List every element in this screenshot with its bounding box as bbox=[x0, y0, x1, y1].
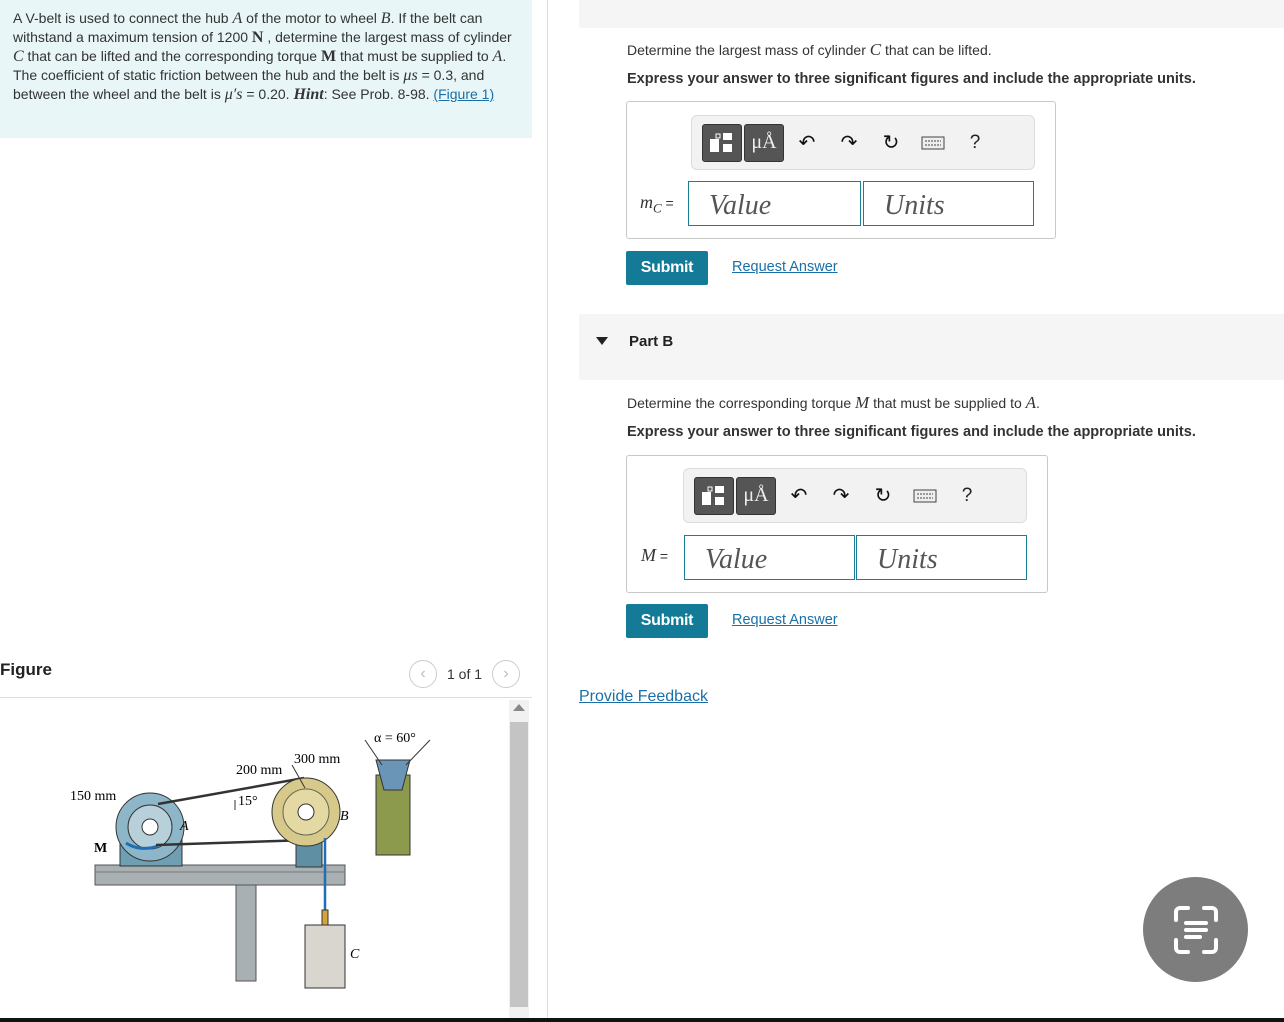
keyboard-icon bbox=[921, 136, 945, 150]
chevron-left-icon: ‹ bbox=[420, 665, 426, 682]
pulley-diagram bbox=[60, 720, 500, 1000]
part-a-submit-button[interactable]: Submit bbox=[626, 251, 708, 285]
hint-label: Hint bbox=[293, 86, 324, 103]
cylinder-C bbox=[305, 925, 345, 988]
scan-text-icon bbox=[1166, 900, 1226, 960]
label-300mm: 300 mm bbox=[294, 752, 341, 767]
problem-text: of the motor to wheel bbox=[242, 10, 381, 26]
keyboard-button[interactable] bbox=[912, 124, 954, 162]
var-m: m bbox=[640, 192, 653, 212]
undo-icon: ↶ bbox=[798, 132, 816, 154]
problem-text: A V-belt is used to connect the hub bbox=[13, 10, 233, 26]
next-figure-button[interactable] bbox=[492, 660, 520, 688]
label-A: A bbox=[180, 819, 189, 834]
part-b-request-answer-link[interactable]: Request Answer bbox=[732, 612, 838, 628]
templates-icon bbox=[708, 131, 736, 155]
part-a-request-answer-link[interactable]: Request Answer bbox=[732, 259, 838, 275]
var-M: M bbox=[321, 48, 337, 65]
label-alpha: α = 60° bbox=[374, 731, 416, 746]
templates-icon bbox=[700, 484, 728, 508]
var-A: A bbox=[232, 10, 243, 27]
part-b-instruction: Express your answer to three significant figures and include the appropriate units. bbox=[627, 424, 1196, 440]
help-icon: ? bbox=[961, 484, 973, 506]
part-a-units-input[interactable] bbox=[863, 181, 1034, 226]
hook bbox=[322, 910, 328, 925]
scan-text-button[interactable] bbox=[1143, 877, 1248, 982]
part-b-answer-box bbox=[626, 455, 1048, 593]
label-150mm: 150 mm bbox=[70, 789, 117, 804]
var-mu-s-prime: μ′s bbox=[224, 86, 243, 103]
var-mu-s: μs bbox=[403, 67, 418, 84]
part-b-header[interactable] bbox=[579, 314, 1284, 380]
label-200mm: 200 mm bbox=[236, 763, 283, 778]
part-b-units-input[interactable] bbox=[856, 535, 1027, 580]
units-button[interactable] bbox=[736, 477, 776, 515]
problem-text: , determine the largest mass of cylinder bbox=[263, 29, 512, 45]
reset-icon: ↻ bbox=[882, 132, 900, 154]
base-beam bbox=[95, 865, 345, 885]
problem-text: . If the belt can withstand a maximum tension of 1200 bbox=[13, 10, 483, 45]
problem-text: that can be lifted and the corresponding torque bbox=[23, 48, 321, 64]
label-B: B bbox=[340, 809, 349, 824]
reset-button[interactable] bbox=[862, 477, 904, 515]
redo-icon: ↷ bbox=[840, 132, 858, 154]
scroll-up-icon[interactable] bbox=[513, 704, 525, 711]
problem-text: . The coefficient of static friction between the hub and the belt is bbox=[13, 48, 507, 83]
problem-text: = 0.3, and between the wheel and the belt is bbox=[13, 67, 485, 102]
question-text: that must be supplied to bbox=[869, 395, 1026, 411]
question-text: Determine the largest mass of cylinder bbox=[627, 42, 870, 58]
units-button[interactable] bbox=[744, 124, 784, 162]
part-a-question bbox=[627, 40, 992, 60]
prev-figure-button[interactable] bbox=[409, 660, 437, 688]
part-a-toolbar bbox=[691, 115, 1035, 170]
part-a-variable bbox=[640, 192, 674, 217]
label-angle: 15° bbox=[238, 794, 258, 809]
help-button[interactable] bbox=[946, 477, 988, 515]
var-subscript: C bbox=[653, 200, 662, 216]
figure-title: Figure bbox=[0, 660, 52, 679]
caret-down-icon[interactable] bbox=[596, 337, 608, 345]
part-a-value-input[interactable] bbox=[688, 181, 861, 226]
keyboard-button[interactable] bbox=[904, 477, 946, 515]
support-column bbox=[236, 885, 256, 981]
var-C: C bbox=[13, 48, 24, 65]
figure-divider bbox=[0, 697, 532, 698]
keyboard-icon bbox=[913, 489, 937, 503]
var-M: M bbox=[641, 545, 656, 565]
problem-text: = 0.20. bbox=[242, 86, 294, 102]
reset-icon: ↻ bbox=[874, 485, 892, 507]
help-icon: ? bbox=[969, 131, 981, 153]
undo-button[interactable] bbox=[778, 477, 820, 515]
help-button[interactable] bbox=[954, 124, 996, 162]
part-a-answer-box bbox=[626, 101, 1056, 239]
figure-counter: 1 of 1 bbox=[447, 666, 483, 682]
problem-statement bbox=[0, 0, 532, 138]
unit-N: N bbox=[251, 29, 264, 46]
question-text: Determine the corresponding torque bbox=[627, 395, 856, 411]
redo-button[interactable] bbox=[820, 477, 862, 515]
undo-button[interactable] bbox=[786, 124, 828, 162]
var-B: B bbox=[380, 10, 391, 27]
templates-button[interactable] bbox=[702, 124, 742, 162]
units-mu-icon: μÅ bbox=[743, 484, 769, 506]
part-b-submit-button[interactable]: Submit bbox=[626, 604, 708, 638]
figure-pager bbox=[409, 660, 520, 688]
undo-icon: ↶ bbox=[790, 485, 808, 507]
equals-sign: = bbox=[661, 195, 674, 211]
bottom-edge bbox=[0, 1018, 1284, 1022]
figure-link[interactable]: (Figure 1) bbox=[433, 86, 495, 102]
redo-button[interactable] bbox=[828, 124, 870, 162]
redo-icon: ↷ bbox=[832, 485, 850, 507]
var-M: M bbox=[855, 393, 870, 412]
units-mu-icon: μÅ bbox=[751, 131, 777, 153]
question-text: . bbox=[1036, 395, 1040, 411]
label-C: C bbox=[350, 947, 360, 962]
part-a-header bbox=[579, 0, 1284, 28]
wheel-B-axle bbox=[298, 804, 314, 820]
part-b-value-input[interactable] bbox=[684, 535, 855, 580]
problem-text: that must be supplied to bbox=[336, 48, 493, 64]
var-C: C bbox=[869, 40, 882, 59]
part-a-instruction: Express your answer to three significant figures and include the appropriate units. bbox=[627, 71, 1196, 87]
part-b-toolbar bbox=[683, 468, 1027, 523]
equals-sign: = bbox=[656, 548, 669, 564]
scrollbar-thumb[interactable] bbox=[510, 722, 528, 1007]
provide-feedback-link[interactable]: Provide Feedback bbox=[579, 688, 708, 705]
label-M: M bbox=[94, 841, 108, 856]
problem-text: : See Prob. 8-98. bbox=[323, 86, 434, 102]
chevron-right-icon: › bbox=[503, 665, 509, 682]
question-text: that can be lifted. bbox=[881, 42, 992, 58]
hub-center bbox=[142, 819, 158, 835]
part-b-question bbox=[627, 393, 1040, 413]
part-b-variable bbox=[641, 545, 668, 566]
var-A: A bbox=[1025, 393, 1037, 412]
var-A: A bbox=[492, 48, 503, 65]
templates-button[interactable] bbox=[694, 477, 734, 515]
part-b-title[interactable]: Part B bbox=[629, 333, 674, 350]
column-divider bbox=[547, 0, 548, 1018]
reset-button[interactable] bbox=[870, 124, 912, 162]
